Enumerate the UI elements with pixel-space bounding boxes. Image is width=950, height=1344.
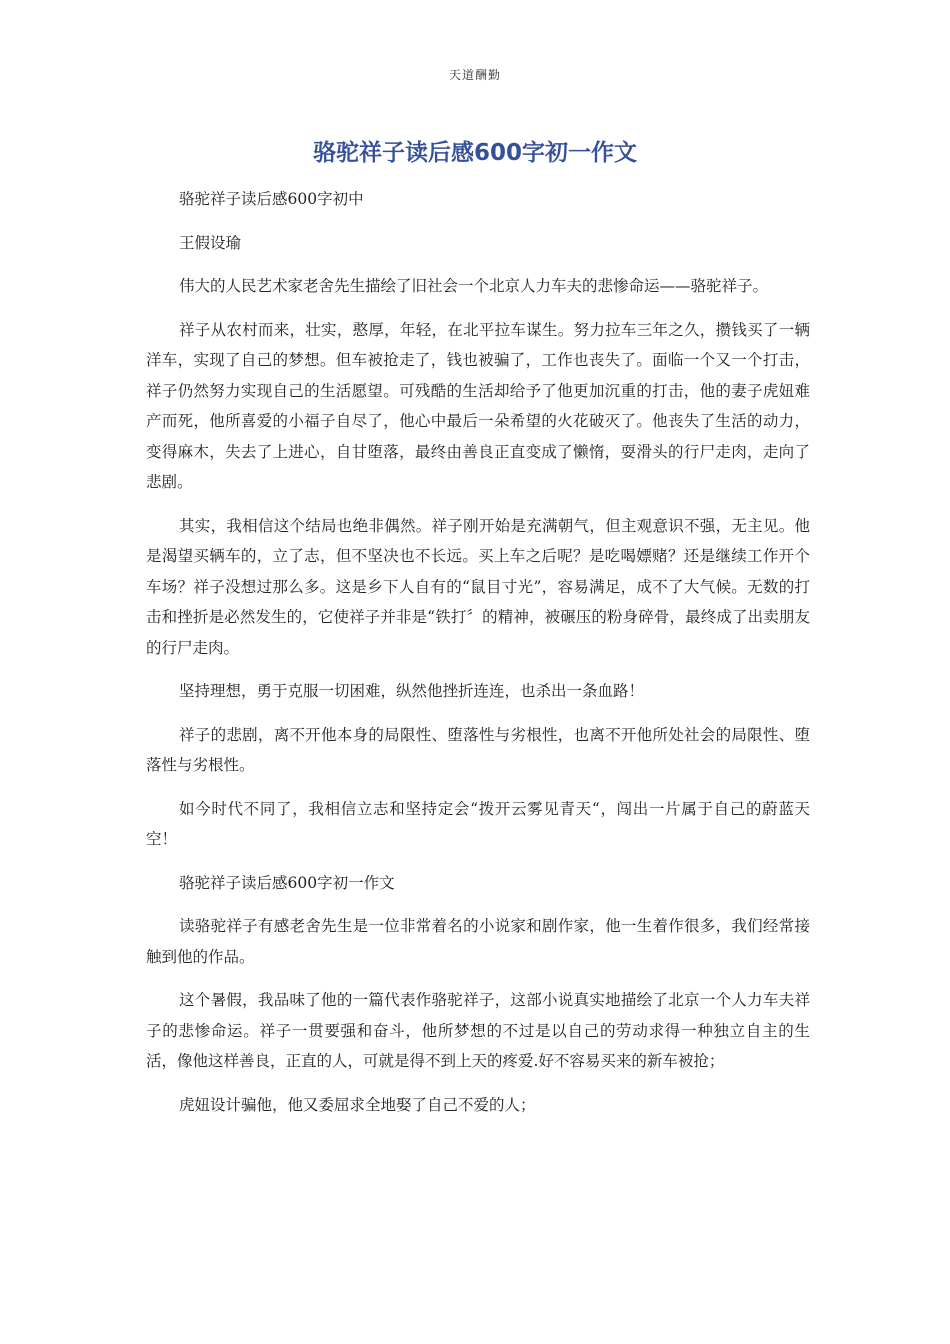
paragraph: 虎妞设计骗他，他又委屈求全地娶了自己不爱的人； bbox=[179, 1095, 536, 1114]
document-title: 骆驼祥子读后感600字初一作文 bbox=[312, 140, 637, 166]
paragraph-section-heading: 骆驼祥子读后感600字初一作文 bbox=[179, 873, 395, 892]
paragraph: 坚持理想，勇于克服一切困难，纵然他挫折连连，也杀出一条血路！ bbox=[179, 682, 645, 700]
paragraph: 读骆驼祥子有感老舍先生是一位非常着名的小说家和剧作家，他一生着作很多，我们经常接触到他的作品。 bbox=[146, 917, 810, 966]
paragraph: 其实，我相信这个结局也绝非偶然。祥子刚开始是充满朝气，但主观意识不强，无主见。他是渴望买辆车的，立了志，但不坚决也不长远。买上车之后呢？是吃喝嫖赌？还是继续工作开个车场？祥子没想过那么多。这是乡下人自有的“鼠目寸光”，容易满足，成不了大气候。无数的打击和挫折是必然发生的，它使祥子并非是“铁打〞的精神，被碾压的粉身碎骨，最终成了出卖朋友的行尸走肉。 bbox=[146, 516, 810, 657]
paragraph: 这个暑假，我品味了他的一篇代表作骆驼祥子，这部小说真实地描绘了北京一个人力车夫祥子的悲惨命运。祥子一贯要强和奋斗，他所梦想的不过是以自己的劳动求得一种独立自主的生活，像他这样善良，正直的人，可就是得不到上天的疼爱.好不容易买来的新车被抢； bbox=[146, 991, 810, 1070]
page-header: 天道酬勤 bbox=[448, 68, 501, 82]
document-body bbox=[146, 184, 810, 1133]
paragraph: 伟大的人民艺术家老舍先生描绘了旧社会一个北京人力车夫的悲惨命运——骆驼祥子。 bbox=[179, 277, 769, 295]
paragraph: 祥子从农村而来，壮实，憨厚，年轻，在北平拉车谋生。努力拉车三年之久，攒钱买了一辆洋车，实现了自己的梦想。但车被抢走了，钱也被骗了，工作也丧失了。面临一个又一个打击，祥子仍然努力实现自己的生活愿望。可残酷的生活却给予了他更加沉重的打击，他的妻子虎妞难产而死，他所喜爱的小福子自尽了，他心中最后一朵希望的火花破灭了。他丧失了生活的动力，变得麻木，失去了上进心，自甘堕落，最终由善良正直变成了懒惰，耍滑头的行尸走肉，走向了悲剧。 bbox=[146, 320, 810, 491]
paragraph: 祥子的悲剧，离不开他本身的局限性、堕落性与劣根性，也离不开他所处社会的局限性、堕落性与劣根性。 bbox=[146, 725, 810, 774]
paragraph: 如今时代不同了，我相信立志和坚持定会“拨开云雾见青天“，闯出一片属于自己的蔚蓝天空！ bbox=[146, 799, 810, 848]
paragraph-subtitle: 骆驼祥子读后感600字初中 bbox=[179, 190, 364, 208]
paragraph-author: 王假设瑜 bbox=[179, 233, 242, 252]
